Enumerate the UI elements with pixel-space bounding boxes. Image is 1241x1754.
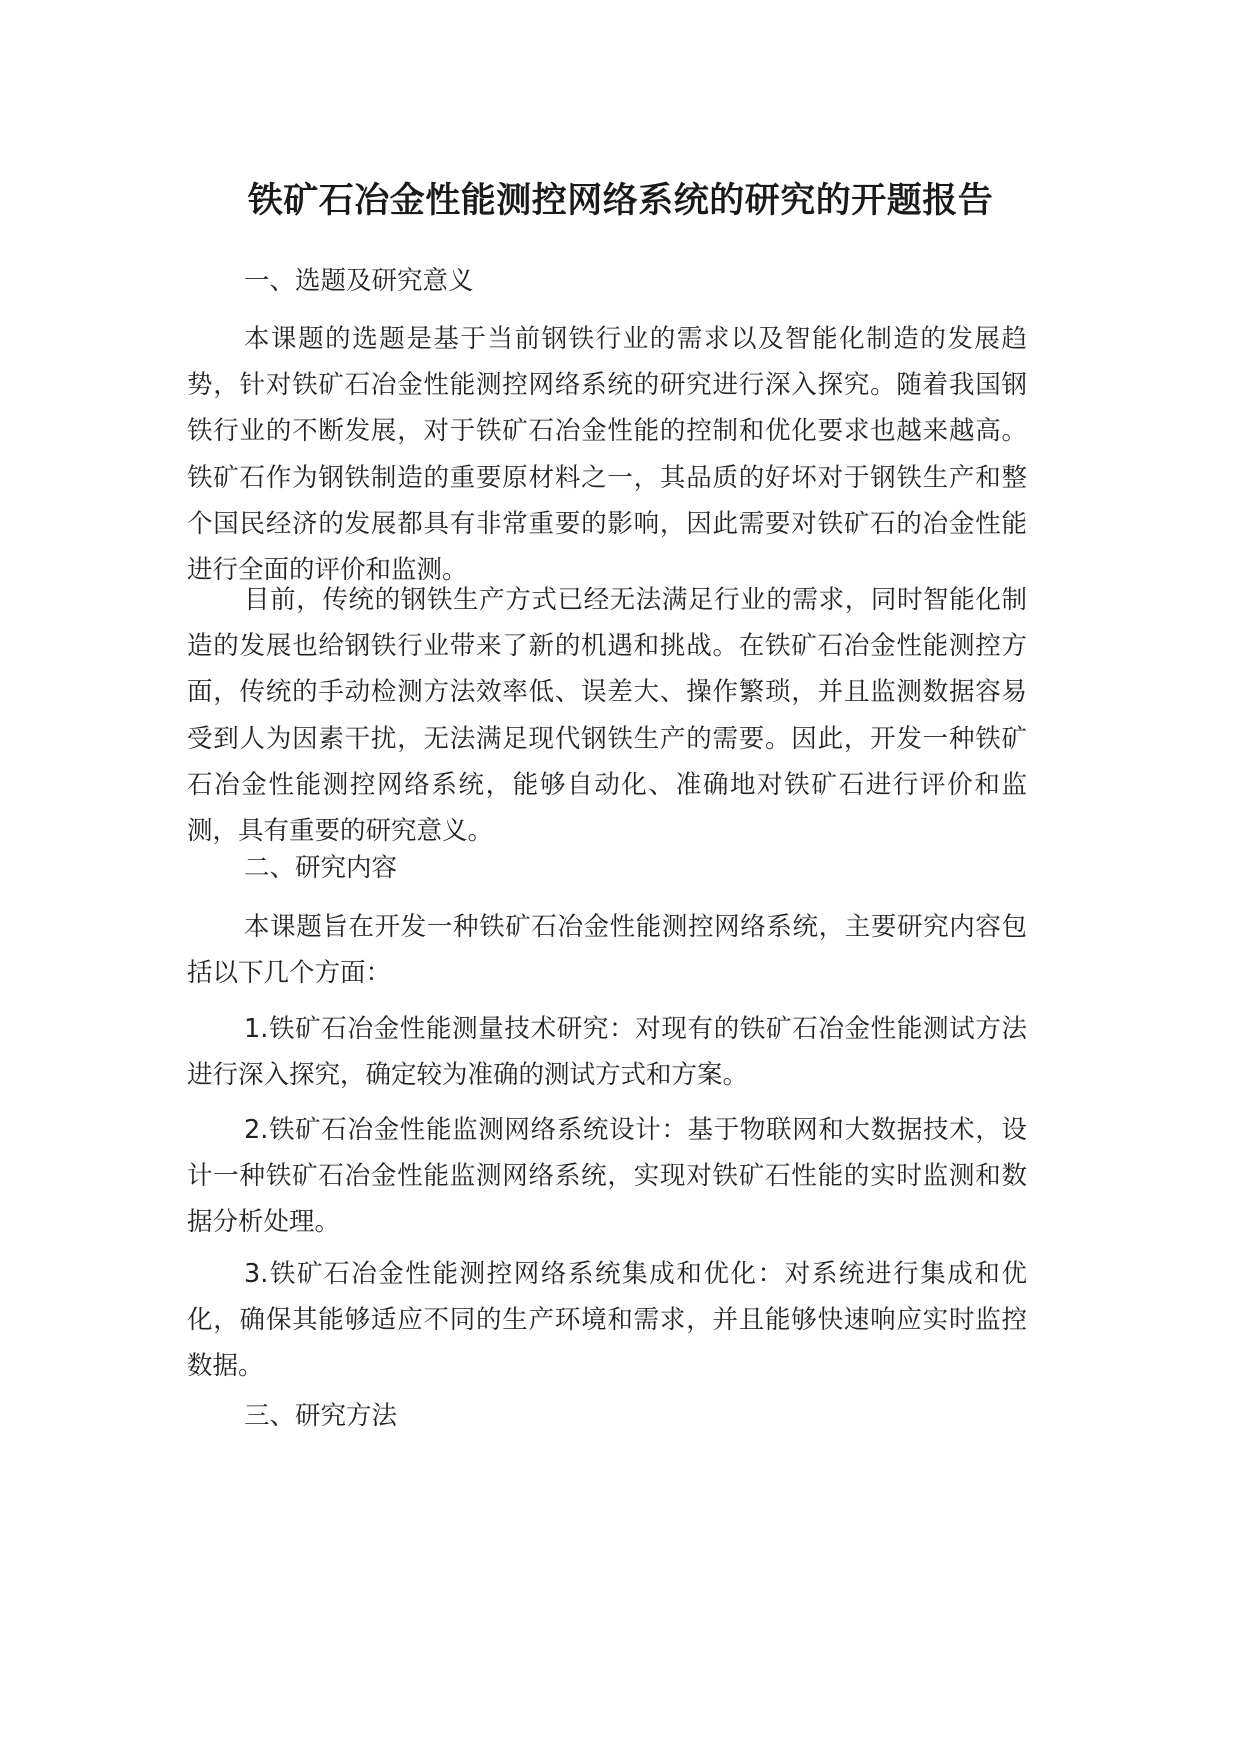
section-heading-2: 二、研究内容 <box>244 853 398 883</box>
paragraph-3: 本课题旨在开发一种铁矿石冶金性能测控网络系统，主要研究内容包括以下几个方面： <box>187 912 1027 989</box>
list-item-3: 3.铁矿石冶金性能测控网络系统集成和优化：对系统进行集成和优化，确保其能够适应不同的生产环境和需求，并且能够快速响应实时监控数据。 <box>187 1259 1027 1382</box>
paragraph-1: 本课题的选题是基于当前钢铁行业的需求以及智能化制造的发展趋势，针对铁矿石冶金性能测控网络系统的研究进行深入探究。随着我国钢铁行业的不断发展，对于铁矿石冶金性能的控制和优化要求也越来越高。铁矿石作为钢铁制造的重要原材料之一，其品质的好坏对于钢铁生产和整个国民经济的发展都具有非常重要的影响，因此需要对铁矿石的冶金性能进行全面的评价和监测。 <box>187 324 1027 586</box>
paragraph-2: 目前，传统的钢铁生产方式已经无法满足行业的需求，同时智能化制造的发展也给钢铁行业带来了新的机遇和挑战。在铁矿石冶金性能测控方面，传统的手动检测方法效率低、误差大、操作繁琐，并且监测数据容易受到人为因素干扰，无法满足现代钢铁生产的需要。因此，开发一种铁矿石冶金性能测控网络系统，能够自动化、准确地对铁矿石进行评价和监测，具有重要的研究意义。 <box>187 585 1027 847</box>
section-heading-3: 三、研究方法 <box>244 1401 398 1431</box>
list-item-2: 2.铁矿石冶金性能监测网络系统设计：基于物联网和大数据技术，设计一种铁矿石冶金性能监测网络系统，实现对铁矿石性能的实时监测和数据分析处理。 <box>187 1115 1027 1238</box>
document-title: 铁矿石冶金性能测控网络系统的研究的开题报告 <box>247 181 994 221</box>
list-item-1: 1.铁矿石冶金性能测量技术研究：对现有的铁矿石冶金性能测试方法进行深入探究，确定较为准确的测试方式和方案。 <box>187 1014 1027 1091</box>
section-heading-1: 一、选题及研究意义 <box>244 266 474 296</box>
